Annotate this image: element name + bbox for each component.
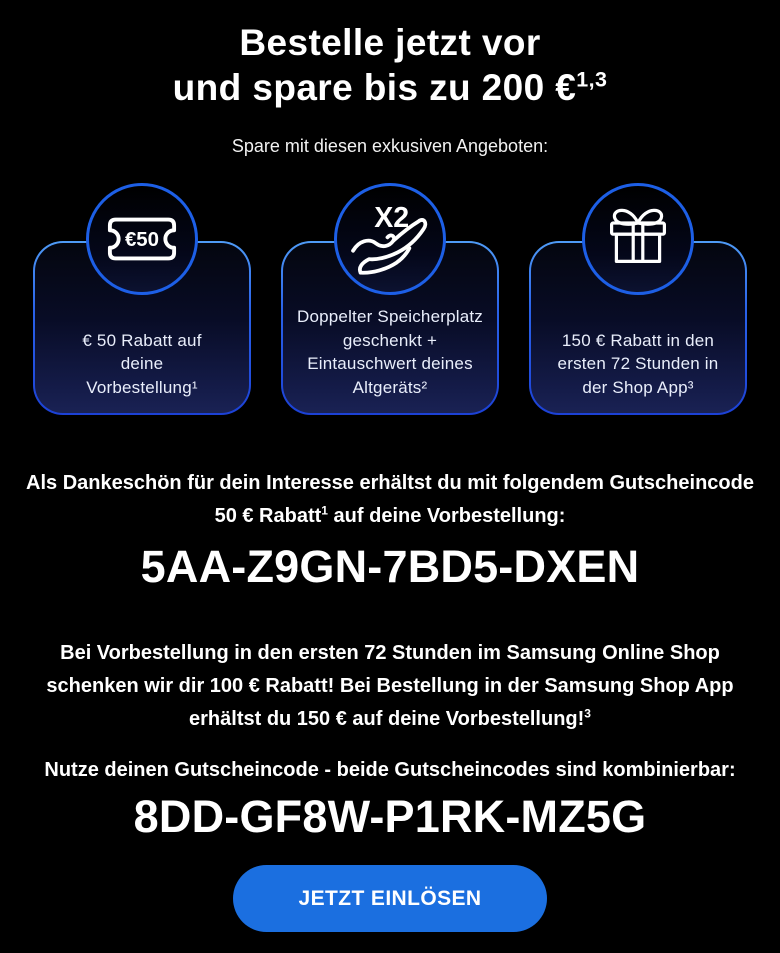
offer-card-50-euro xyxy=(33,228,251,415)
offer-text xyxy=(558,329,719,400)
offer-text-line: Vorbestellung¹ xyxy=(86,377,198,397)
offer-text-line: geschenkt + xyxy=(342,330,438,350)
offer-text-line: Doppelter Speicherplatz xyxy=(296,307,484,326)
offer-badge-circle xyxy=(582,183,694,295)
voucher2-line1: Bei Vorbestellung in den ersten 72 Stunden im Samsung Online Shop xyxy=(60,642,720,664)
voucher1-intro-line2 xyxy=(18,500,762,533)
x2-icon-label: X2 xyxy=(374,202,410,235)
voucher2-line2: schenken wir dir 100 € Rabatt! Bei Bestellung in der Samsung Shop App xyxy=(46,675,734,697)
voucher1-code: 5AA-Z9GN-7BD5-DXEN xyxy=(140,541,640,592)
offer-text-line: € 50 Rabatt auf xyxy=(82,330,202,350)
offer-text-line: Altgeräts² xyxy=(352,377,428,397)
gift-icon xyxy=(598,199,678,279)
offer-text-line: ersten 72 Stunden in xyxy=(557,354,719,373)
ticket-icon-label: €50 xyxy=(124,228,160,251)
redeem-now-button[interactable]: JETZT EINLÖSEN xyxy=(233,865,547,932)
offer-badge-circle xyxy=(334,183,446,295)
offer-text-line: 150 € Rabatt in den xyxy=(561,330,715,350)
voucher1-line2-before-sup: 50 € Rabatt xyxy=(214,505,322,527)
header xyxy=(0,20,780,157)
offer-text xyxy=(82,329,201,400)
offer-cards-row xyxy=(0,202,780,415)
x2-hand-icon xyxy=(348,197,432,281)
title-line-2: und spare bis zu 200 € xyxy=(172,67,577,108)
title-superscript: 1,3 xyxy=(576,67,608,92)
voucher2-offer-text xyxy=(0,637,780,736)
combine-note-text: Nutze deinen Gutscheincode - beide Gutscheincodes sind kombinierbar: xyxy=(44,759,736,781)
voucher1-intro-text xyxy=(0,467,780,533)
voucher1-superscript: 1 xyxy=(321,503,328,518)
voucher2-superscript: 3 xyxy=(584,706,591,721)
subtitle: Spare mit diesen exkusiven Angeboten: xyxy=(231,136,549,156)
ticket-icon xyxy=(106,215,178,263)
offer-text-line: deine xyxy=(120,354,164,373)
page-title xyxy=(0,20,780,110)
offer-text-line: der Shop App³ xyxy=(582,377,694,397)
voucher2-line3-before-sup: erhältst du 150 € auf deine Vorbestellung! xyxy=(189,708,585,730)
offer-text xyxy=(297,305,483,399)
voucher2-code: 8DD-GF8W-P1RK-MZ5G xyxy=(133,791,647,842)
voucher1-line2-after-sup: auf deine Vorbestellung: xyxy=(327,505,566,527)
offer-card-double-storage xyxy=(281,202,499,415)
cta-row xyxy=(0,865,780,932)
offer-badge-circle xyxy=(86,183,198,295)
title-line-1: Bestelle jetzt vor xyxy=(239,22,541,63)
voucher1-intro-line1: Als Dankeschön für dein Interesse erhältst du mit folgendem Gutscheincode xyxy=(26,472,754,494)
offer-text-line: Eintauschwert deines xyxy=(307,354,473,373)
offer-card-app-discount xyxy=(529,241,747,415)
voucher2-line3 xyxy=(18,703,762,736)
